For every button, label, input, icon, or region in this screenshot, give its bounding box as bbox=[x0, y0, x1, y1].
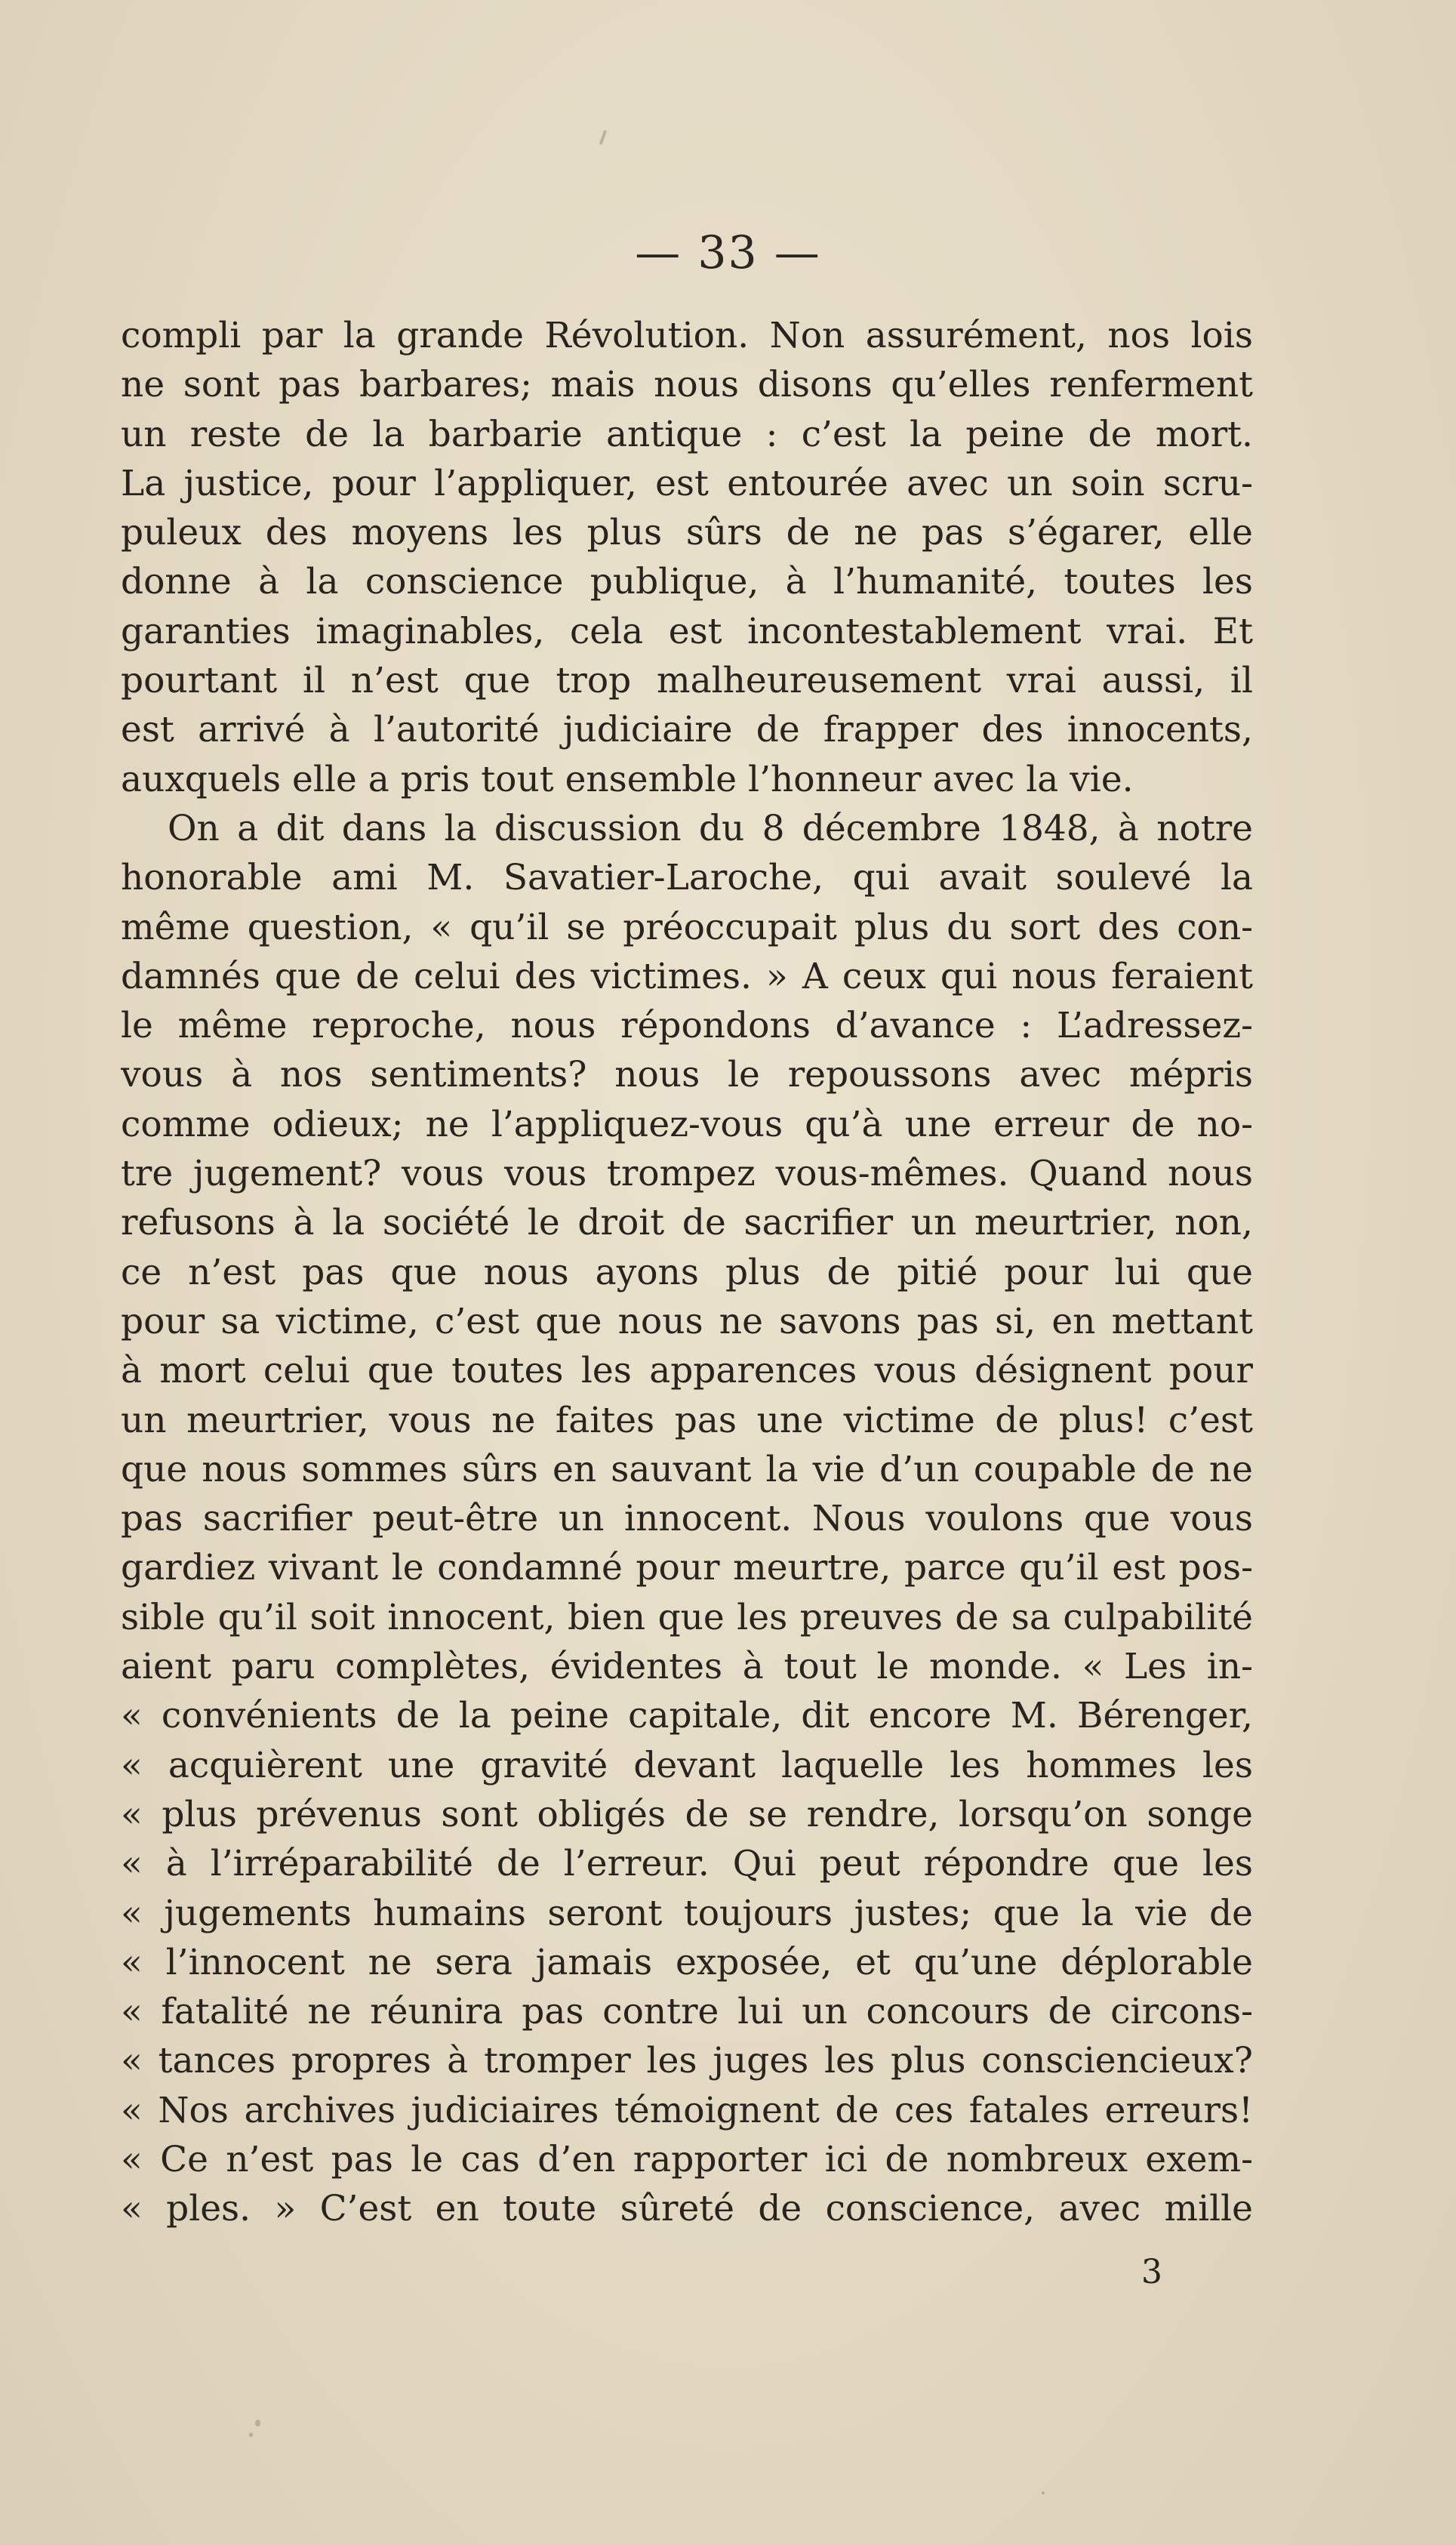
text-line: un meurtrier, vous ne faites pas une victime de plus! c’est bbox=[121, 1399, 1253, 1441]
page-number: — 33 — bbox=[635, 226, 821, 279]
text-line: le même reproche, nous répondons d’avance : L’adressez- bbox=[121, 1005, 1253, 1047]
text-line: « fatalité ne réunira pas contre lui un concours de circons- bbox=[121, 1991, 1253, 2033]
text-line: pourtant il n’est que trop malheureusement vrai aussi, il bbox=[121, 660, 1253, 702]
text-line: « l’innocent ne sera jamais exposée, et qu’une déplorable bbox=[121, 1941, 1253, 1983]
text-line: ce n’est pas que nous ayons plus de pitié pour lui que bbox=[121, 1251, 1253, 1293]
text-line: auxquels elle a pris tout ensemble l’honneur avec la vie. bbox=[121, 758, 1134, 800]
text-line: vous à nos sentiments? nous le repoussons avec mépris bbox=[121, 1054, 1253, 1096]
text-line: « convénients de la peine capitale, dit encore M. Bérenger, bbox=[121, 1695, 1253, 1737]
body-text bbox=[121, 311, 1253, 2234]
text-line: garanties imaginables, cela est incontestablement vrai. Et bbox=[121, 610, 1253, 652]
text-line: est arrivé à l’autorité judiciaire de frapper des innocents, bbox=[121, 709, 1253, 751]
text-line: « jugements humains seront toujours justes; que la vie de bbox=[121, 1892, 1253, 1934]
paper-speck bbox=[255, 2420, 260, 2426]
text-line: puleux des moyens les plus sûrs de ne pas s’égarer, elle bbox=[121, 512, 1253, 554]
text-line: « Nos archives judiciaires témoignent de ces fatales erreurs! bbox=[121, 2089, 1253, 2131]
text-line: à mort celui que toutes les apparences vous désignent pour bbox=[121, 1350, 1253, 1392]
text-line: « tances propres à tromper les juges les plus consciencieux? bbox=[121, 2040, 1253, 2082]
text-line: « plus prévenus sont obligés de se rendre, lorsqu’on songe bbox=[121, 1793, 1253, 1835]
text-line: La justice, pour l’appliquer, est entourée avec un soin scru- bbox=[121, 462, 1253, 504]
text-line: comme odieux; ne l’appliquez-vous qu’à une erreur de no- bbox=[121, 1103, 1253, 1145]
text-line: gardiez vivant le condamné pour meurtre, parce qu’il est pos- bbox=[121, 1547, 1253, 1589]
paper-speck bbox=[249, 2433, 253, 2437]
paper-speck bbox=[1042, 2491, 1045, 2494]
text-line: aient paru complètes, évidentes à tout le monde. « Les in- bbox=[121, 1646, 1253, 1688]
text-line: honorable ami M. Savatier-Laroche, qui avait soulevé la bbox=[121, 857, 1253, 899]
signature-mark: 3 bbox=[1141, 2253, 1162, 2291]
text-line: On a dit dans la discussion du 8 décembre 1848, à notre bbox=[168, 807, 1253, 849]
text-line: donne à la conscience publique, à l’humanité, toutes les bbox=[121, 561, 1253, 603]
text-line: pas sacrifier peut-être un innocent. Nous voulons que vous bbox=[121, 1498, 1253, 1540]
text-line: damnés que de celui des victimes. » A ceux qui nous feraient bbox=[121, 955, 1253, 997]
text-line: un reste de la barbarie antique : c’est la peine de mort. bbox=[121, 413, 1253, 455]
text-line: « acquièrent une gravité devant laquelle les hommes les bbox=[121, 1744, 1253, 1786]
text-line: ne sont pas barbares; mais nous disons qu’elles renferment bbox=[121, 364, 1253, 406]
paper-speck bbox=[599, 130, 608, 145]
text-line: compli par la grande Révolution. Non assurément, nos lois bbox=[121, 315, 1253, 356]
text-line: « Ce n’est pas le cas d’en rapporter ici de nombreux exem- bbox=[121, 2138, 1253, 2180]
text-line: que nous sommes sûrs en sauvant la vie d’un coupable de ne bbox=[121, 1448, 1253, 1490]
text-line: même question, « qu’il se préoccupait plus du sort des con- bbox=[121, 906, 1253, 948]
text-line: pour sa victime, c’est que nous ne savons pas si, en mettant bbox=[121, 1300, 1253, 1342]
text-line: tre jugement? vous vous trompez vous-mêmes. Quand nous bbox=[121, 1153, 1253, 1195]
text-line: refusons à la société le droit de sacrifier un meurtrier, non, bbox=[121, 1202, 1253, 1244]
text-line: « à l’irréparabilité de l’erreur. Qui peut répondre que les bbox=[121, 1843, 1253, 1885]
text-line: sible qu’il soit innocent, bien que les preuves de sa culpabilité bbox=[121, 1596, 1253, 1638]
text-line: « ples. » C’est en toute sûreté de conscience, avec mille bbox=[121, 2188, 1253, 2230]
